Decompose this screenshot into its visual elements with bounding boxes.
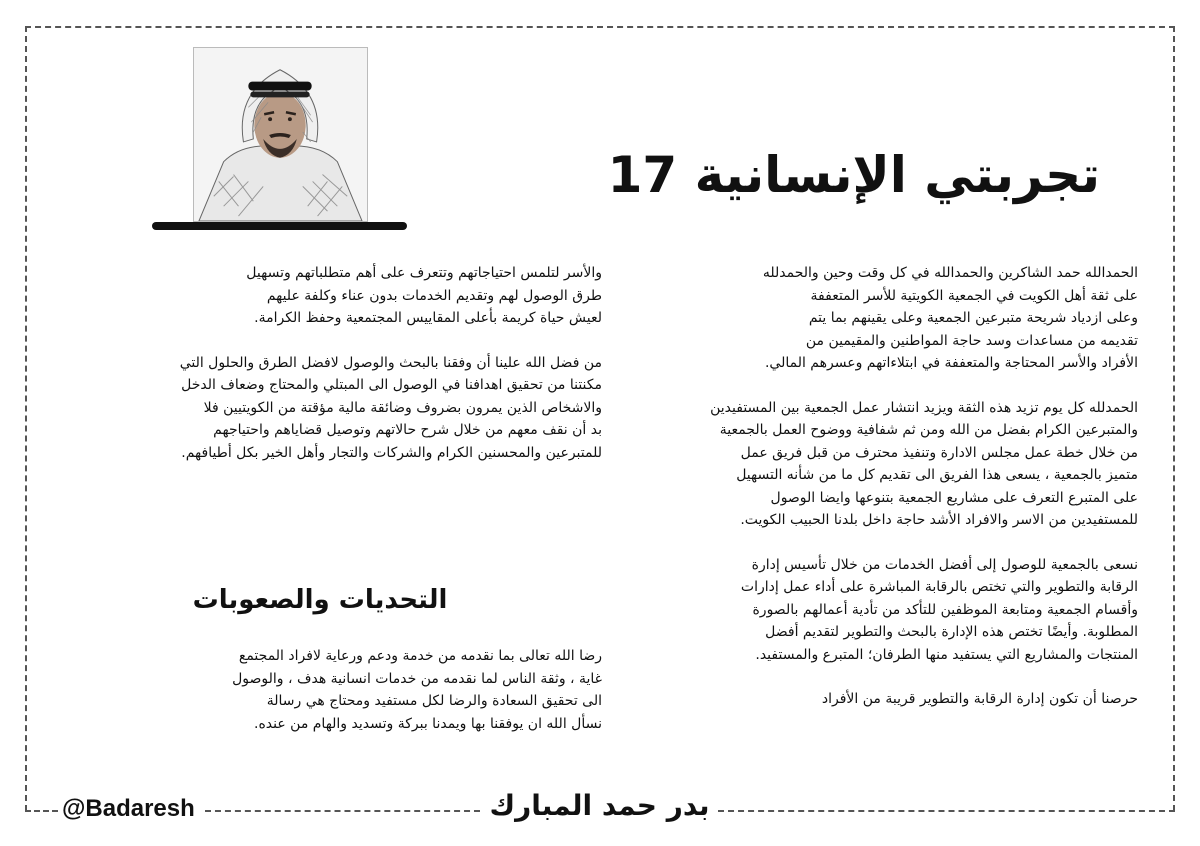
- author-portrait-icon: [194, 48, 367, 221]
- article-column-left: [62, 262, 602, 486]
- section-subheading: التحديات والصعوبات: [192, 585, 448, 615]
- article-paragraph: رضا الله تعالى بما نقدمه من خدمة ودعم ورعاية لافراد المجتمع غاية ، وثقة الناس لما نقدمه من خدمات انسانية هدف ، والوصول الى تحقيق السعادة والرضا لكل مستفيد ومحتاج هي رسالة نسأل الله ان يوفقنا بها ويمدنا ببركة وتسديد والهام من عنده.: [232, 648, 602, 732]
- article-paragraph: من فضل الله علينا أن وفقنا بالبحث والوصول لافضل الطرق والحلول التي مكنتنا من تحقيق اهدافنا في الوصول الى المبتلي والمحتاج وضعاف الدخل والاشخاص الذين يمرون بضروف وضائقة مالية مؤقتة من الكويتيين فلا بد أن نقف معهم من خلال شرح حالاتهم وتوصيل قضاياهم واحتياجهم للمتبرعين والمحسنين الكرام والشركات والتجار وأهل الخير بكل أطيافهم.: [179, 354, 602, 461]
- frame-bottom-segment: [205, 810, 480, 812]
- article-paragraph: نسعى بالجمعية للوصول إلى أفضل الخدمات من خلال تأسيس إدارة الرقابة والتطوير والتي تختص بالرقابة المباشرة على أداء عمل إدارات وأقسام الجمعية ومتابعة الموظفين للتأكد من تأدية أعمالهم بالصورة المطلوبة. وأيضًا تختص هذه الإدارة بالبحث والتطوير لتقديم أفضل المنتجات والمشاريع التي يستفيد منها الطرفان؛ المتبرع والمستفيد.: [740, 556, 1138, 663]
- article-column-left-bottom: [62, 645, 602, 757]
- article-column-right: [618, 262, 1138, 733]
- article-paragraph: والأسر لتلمس احتياجاتهم وتتعرف على أهم متطلباتهم وتسهيل طرق الوصول لهم وتقديم الخدمات بدون عناء وكلفة عليهم لعيش حياة كريمة بأعلى المقاييس المجتمعية وحفظ الكرامة.: [246, 265, 602, 326]
- article-paragraph: حرصنا أن تكون إدارة الرقابة والتطوير قريبة من الأفراد: [821, 691, 1138, 707]
- article-title: تجربتي الإنسانية 17: [607, 146, 1100, 204]
- author-photo: [193, 47, 368, 222]
- photo-underline: [152, 222, 407, 230]
- author-handle: @Badaresh: [62, 795, 195, 822]
- article-paragraph: الحمدالله حمد الشاكرين والحمدالله في كل وقت وحين والحمدلله على ثقة أهل الكويت في الجمعية الكويتية للأسر المتعففة وعلى ازدياد شريحة متبرعين الجمعية وعلى يقينهم بما يتم تقديمه من مساعدات وسد حاجة المواطنين والمقيمين من الأفراد والأسر المحتاجة والمتعففة في ابتلاءاتهم وعسرهم المالي.: [762, 265, 1138, 371]
- article-paragraph: الحمدلله كل يوم تزيد هذه الثقة ويزيد انتشار عمل الجمعية بين المستفيدين والمتبرعين الكرام بفضل من الله ومن ثم شفافية ووضوح العمل بالجمعية من خلال خطة عمل مجلس الادارة وتنفيذ محترف من قبل فريق عمل متميز بالجمعية ، يسعى هذا الفريق الى تقديم كل ما من شأنه التسهيل على المتبرع التعرف على مشاريع الجمعية بتنوعها وايضا الوصول للمستفيدين من الاسر والافراد الأشد حاجة داخل بلدنا الحبيب الكويت.: [710, 399, 1138, 528]
- frame-bottom-segment: [718, 810, 1175, 812]
- author-name: بدر حمد المبارك: [489, 789, 710, 822]
- frame-bottom-segment: [25, 810, 58, 812]
